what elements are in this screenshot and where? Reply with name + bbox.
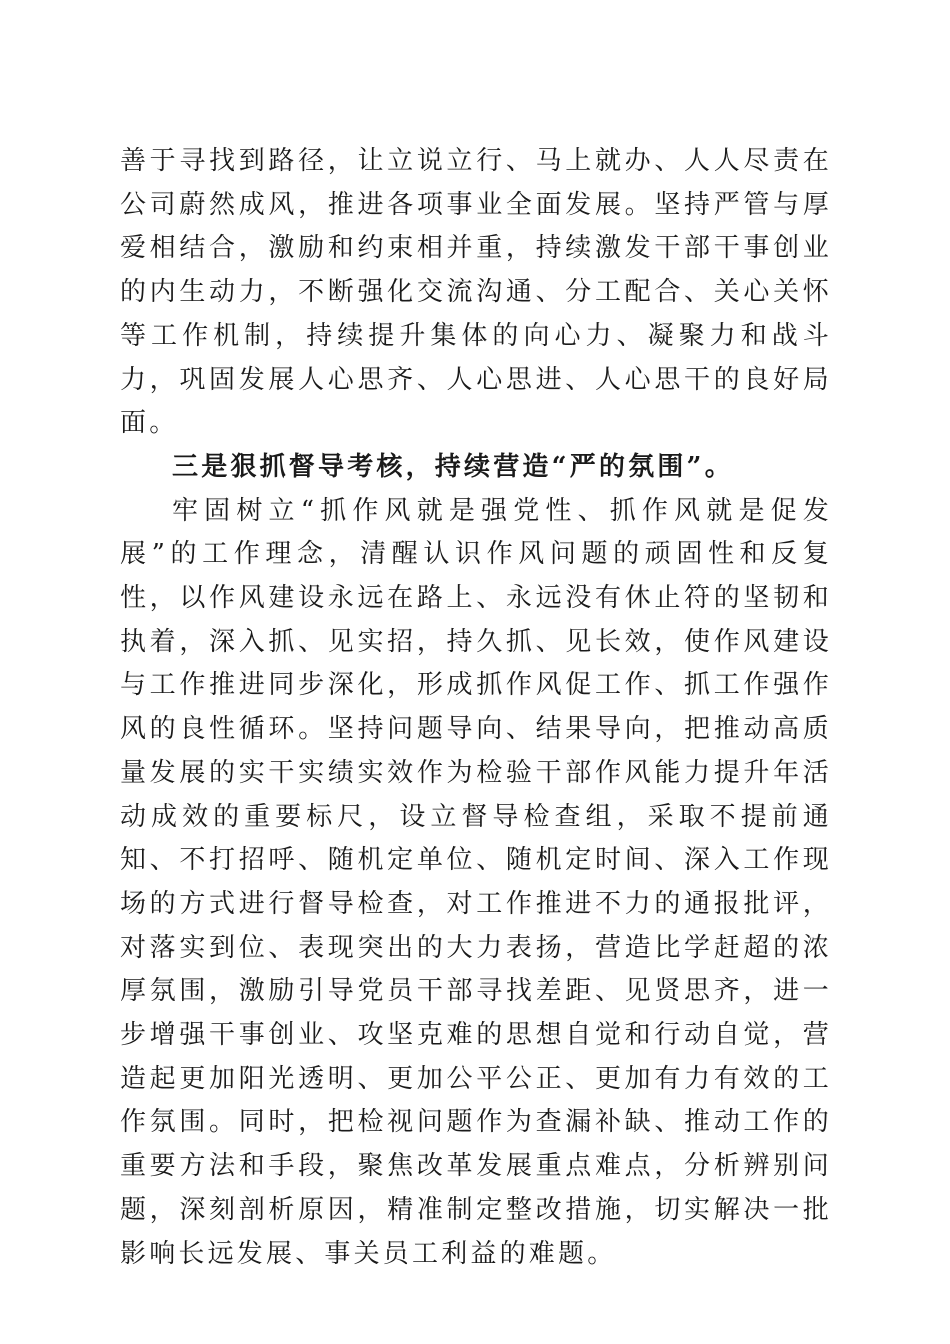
- paragraph-body: 牢固树立“抓作风就是强党性、抓作风就是促发展”的工作理念，清醒认识作风问题的顽固性和反复性，以作风建设永远在路上、永远没有休止符的坚韧和执着，深入抓、见实招，持久抓、见长效，使作风建设与工作推进同步深化，形成抓作风促工作、抓工作强作风的良性循环。坚持问题导向、结果导向，把推动高质量发展的实干实绩实效作为检验干部作风能力提升年活动成效的重要标尺，设立督导检查组，采取不提前通知、不打招呼、随机定单位、随机定时间、深入工作现场的方式进行督导检查，对工作推进不力的通报批评，对落实到位、表现突出的大力表扬，营造比学赶超的浓厚氛围，激励引导党员干部寻找差距、见贤思齐，进一步增强干事创业、攻坚克难的思想自觉和行动自觉，营造起更加阳光透明、更加公平公正、更加有力有效的工作氛围。同时，把检视问题作为查漏补缺、推动工作的重要方法和手段，聚焦改革发展重点难点，分析辨别问题，深刻剖析原因，精准制定整改措施，切实解决一批影响长远发展、事关员工利益的难题。: [120, 495, 832, 1269]
- section-heading-3: 三是狠抓督导考核，持续营造“严的氛围”。: [172, 451, 734, 482]
- document-body: [120, 140, 832, 1276]
- paragraph-continuation: 善于寻找到路径，让立说立行、马上就办、人人尽责在公司蔚然成风，推进各项事业全面发展。坚持严管与厚爱相结合，激励和约束相并重，持续激发干部干事创业的内生动力，不断强化交流沟通、分工配合、关心关怀等工作机制，持续提升集体的向心力、凝聚力和战斗力，巩固发展人心思齐、人心思进、人心思干的良好局面。: [120, 146, 832, 439]
